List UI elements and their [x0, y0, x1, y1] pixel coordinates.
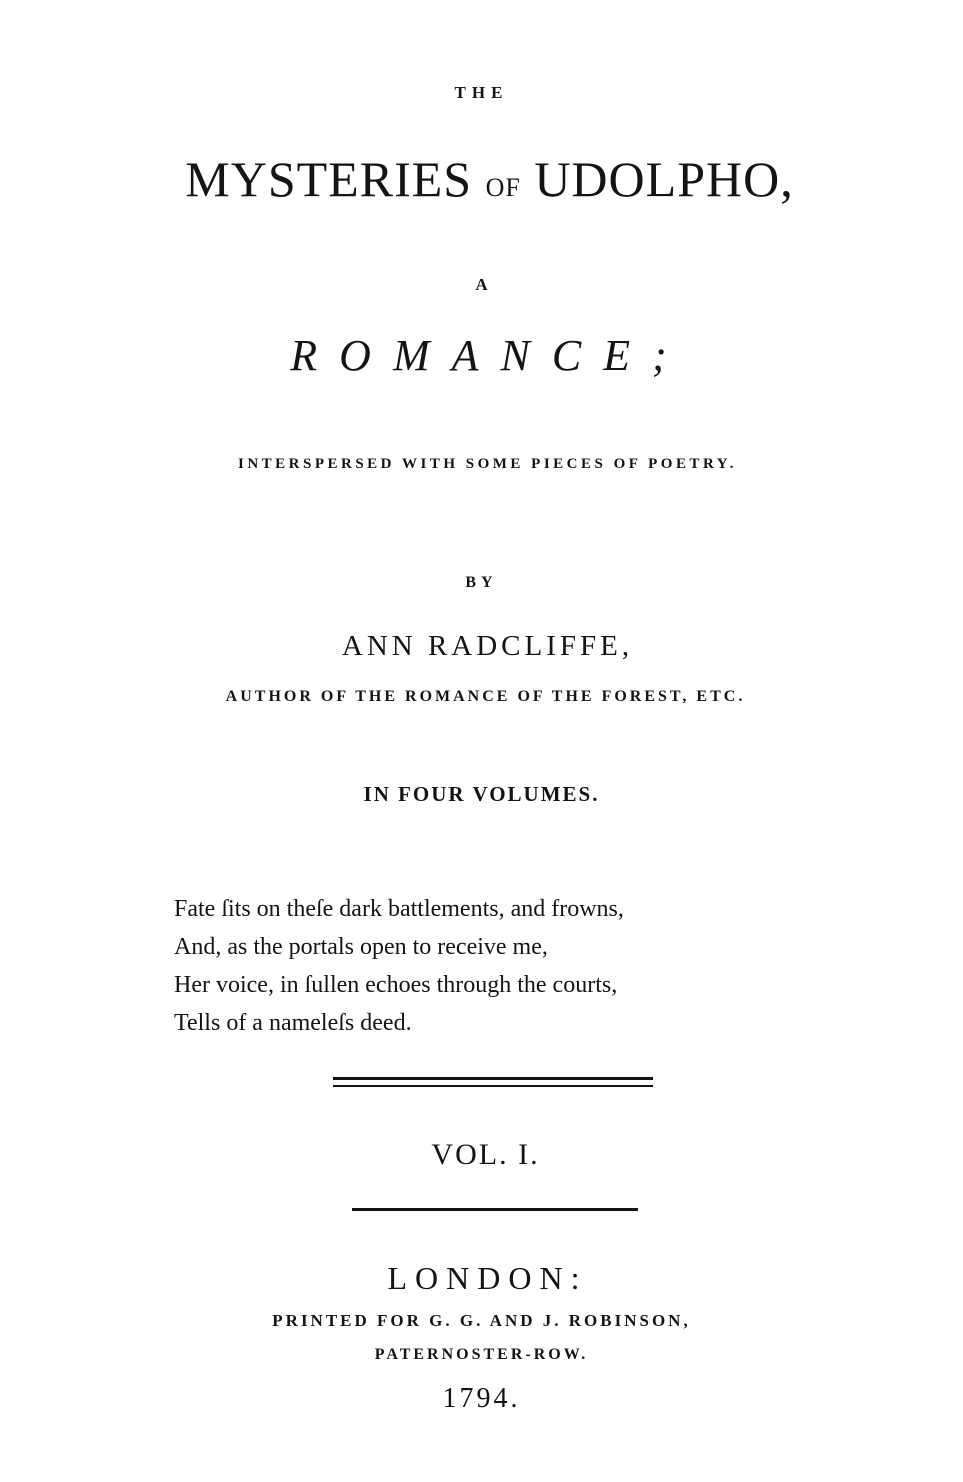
- book-title: [8, 151, 963, 207]
- imprint-address: PATERNOSTER-ROW.: [374, 1346, 589, 1363]
- rule-line-top: [333, 1077, 653, 1080]
- volume-count: IN FOUR VOLUMES.: [363, 782, 600, 806]
- epigraph-line: Her voice, in ſullen echoes through the courts,: [174, 972, 618, 998]
- rule-line-bottom: [333, 1085, 653, 1087]
- single-rule-divider: [352, 1208, 638, 1211]
- genre-romance: ROMANCE;: [290, 331, 689, 380]
- author-credits: AUTHOR OF THE ROMANCE OF THE FOREST, ETC.: [225, 688, 746, 705]
- imprint-city: LONDON:: [387, 1260, 588, 1296]
- byline-by: BY: [465, 574, 498, 591]
- book-title-part1: MYSTERIES: [185, 151, 473, 207]
- imprint-printer: PRINTED FOR G. G. AND J. ROBINSON,: [272, 1311, 691, 1330]
- double-rule-divider: [333, 1077, 653, 1089]
- book-title-of: OF: [485, 173, 521, 202]
- imprint-year: 1794.: [442, 1383, 521, 1414]
- volume-number: VOL. I.: [431, 1138, 540, 1171]
- genre-article: A: [475, 275, 488, 294]
- epigraph-line: Fate ſits on theſe dark battlements, and frowns,: [174, 896, 624, 922]
- epigraph-line: Tells of a nameleſs deed.: [174, 1010, 412, 1036]
- book-title-part2: UDOLPHO,: [534, 151, 794, 207]
- epigraph: [174, 890, 794, 1042]
- title-article-the: THE: [454, 83, 509, 102]
- subtitle-interspersed: INTERSPERSED WITH SOME PIECES OF POETRY.: [237, 456, 737, 472]
- author-name: ANN RADCLIFFE,: [341, 630, 634, 662]
- epigraph-line: And, as the portals open to receive me,: [174, 934, 548, 960]
